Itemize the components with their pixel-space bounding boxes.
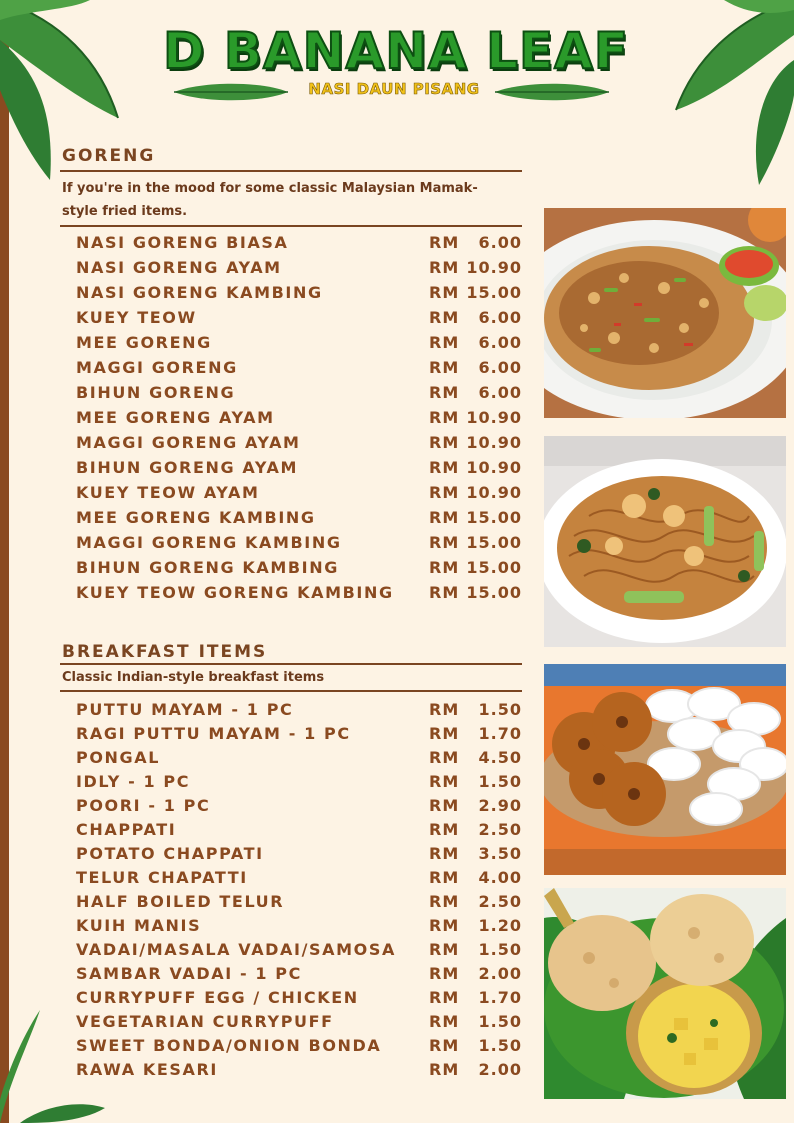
menu-item <box>76 433 522 455</box>
menu-item <box>76 583 522 605</box>
menu-item-price: 10.90 <box>466 258 522 277</box>
menu-item-price: 1.50 <box>478 1036 522 1055</box>
menu-item-name: KUEY TEOW GORENG KAMBING <box>76 583 394 602</box>
menu-item-currency: RM <box>429 308 460 327</box>
menu-item-price: 4.00 <box>478 868 522 887</box>
menu-item <box>76 964 522 986</box>
menu-item <box>76 748 522 770</box>
menu-item-name: RAWA KESARI <box>76 1060 218 1079</box>
top-right-leaves-decoration <box>664 0 794 190</box>
menu-item-name: CHAPPATI <box>76 820 177 839</box>
menu-item-name: CURRYPUFF EGG / CHICKEN <box>76 988 359 1007</box>
menu-item <box>76 868 522 890</box>
fried-rice-photo <box>544 208 786 418</box>
menu-item-name: NASI GORENG KAMBING <box>76 283 323 302</box>
menu-item <box>76 333 522 355</box>
menu-item-currency: RM <box>429 916 460 935</box>
brand-logo <box>120 22 672 98</box>
menu-item-currency: RM <box>429 433 460 452</box>
section-title-breakfast: BREAKFAST ITEMS <box>62 642 268 662</box>
menu-item <box>76 940 522 962</box>
menu-item <box>76 458 522 480</box>
menu-item <box>76 820 522 842</box>
section-divider <box>60 225 522 227</box>
menu-item-currency: RM <box>429 868 460 887</box>
menu-item-currency: RM <box>429 533 460 552</box>
menu-item-name: VEGETARIAN CURRYPUFF <box>76 1012 334 1031</box>
menu-item-name: KUEY TEOW <box>76 308 197 327</box>
menu-item-currency: RM <box>429 383 460 402</box>
menu-item-currency: RM <box>429 844 460 863</box>
menu-item-name: MEE GORENG AYAM <box>76 408 275 427</box>
leaf-icon <box>493 83 611 101</box>
menu-item-price: 4.50 <box>478 748 522 767</box>
menu-item <box>76 892 522 914</box>
menu-item-name: MAGGI GORENG <box>76 358 238 377</box>
section-description-breakfast: Classic Indian-style breakfast items <box>62 670 325 685</box>
menu-item-name: VADAI/MASALA VADAI/SAMOSA <box>76 940 396 959</box>
menu-item-price: 1.70 <box>478 988 522 1007</box>
menu-item-price: 6.00 <box>478 233 522 252</box>
menu-item <box>76 283 522 305</box>
menu-item-name: IDLY - 1 PC <box>76 772 191 791</box>
menu-item-price: 2.50 <box>478 820 522 839</box>
menu-item-currency: RM <box>429 483 460 502</box>
menu-item-currency: RM <box>429 772 460 791</box>
menu-item <box>76 988 522 1010</box>
menu-item-price: 15.00 <box>466 508 522 527</box>
menu-item-price: 6.00 <box>478 358 522 377</box>
menu-item-name: MAGGI GORENG KAMBING <box>76 533 342 552</box>
menu-item-currency: RM <box>429 1036 460 1055</box>
section-divider <box>60 170 522 172</box>
brand-subtitle-row <box>172 78 617 106</box>
menu-item-name: BIHUN GORENG KAMBING <box>76 558 339 577</box>
menu-item-name: BIHUN GORENG <box>76 383 236 402</box>
menu-item-name: SWEET BONDA/ONION BONDA <box>76 1036 382 1055</box>
menu-item <box>76 772 522 794</box>
menu-item-price: 15.00 <box>466 583 522 602</box>
brand-subtitle: NASI DAUN PISANG <box>308 80 480 98</box>
menu-item-currency: RM <box>429 724 460 743</box>
menu-item <box>76 844 522 866</box>
menu-item-currency: RM <box>429 358 460 377</box>
menu-item-name: POTATO CHAPPATI <box>76 844 264 863</box>
menu-item-price: 1.50 <box>478 1012 522 1031</box>
section-title-goreng: GORENG <box>62 146 156 166</box>
menu-item-currency: RM <box>429 283 460 302</box>
menu-item-price: 6.00 <box>478 333 522 352</box>
menu-item-currency: RM <box>429 964 460 983</box>
menu-item-price: 2.00 <box>478 964 522 983</box>
menu-item-name: RAGI PUTTU MAYAM - 1 PC <box>76 724 351 743</box>
menu-item-price: 1.70 <box>478 724 522 743</box>
menu-item-currency: RM <box>429 333 460 352</box>
menu-item-price: 15.00 <box>466 283 522 302</box>
menu-item-currency: RM <box>429 558 460 577</box>
menu-item <box>76 233 522 255</box>
menu-item <box>76 508 522 530</box>
menu-item <box>76 483 522 505</box>
leaf-icon <box>172 83 290 101</box>
menu-item-price: 1.50 <box>478 700 522 719</box>
menu-item-price: 3.50 <box>478 844 522 863</box>
idly-vadai-photo <box>544 664 786 875</box>
menu-item-currency: RM <box>429 940 460 959</box>
menu-item-price: 2.00 <box>478 1060 522 1079</box>
menu-item-currency: RM <box>429 233 460 252</box>
menu-item-currency: RM <box>429 583 460 602</box>
menu-item-price: 15.00 <box>466 558 522 577</box>
mee-goreng-photo <box>544 436 786 647</box>
menu-item-name: MEE GORENG <box>76 333 212 352</box>
menu-item-price: 1.50 <box>478 940 522 959</box>
menu-item-currency: RM <box>429 408 460 427</box>
menu-item-price: 10.90 <box>466 408 522 427</box>
menu-item-price: 10.90 <box>466 433 522 452</box>
menu-item <box>76 1060 522 1082</box>
menu-item-currency: RM <box>429 892 460 911</box>
menu-item-currency: RM <box>429 988 460 1007</box>
menu-item <box>76 700 522 722</box>
menu-item-currency: RM <box>429 458 460 477</box>
menu-item <box>76 383 522 405</box>
menu-item-price: 6.00 <box>478 383 522 402</box>
menu-item-name: MEE GORENG KAMBING <box>76 508 316 527</box>
menu-item-price: 15.00 <box>466 533 522 552</box>
menu-item-price: 1.20 <box>478 916 522 935</box>
menu-item <box>76 796 522 818</box>
poori-photo <box>544 888 786 1099</box>
menu-item-currency: RM <box>429 700 460 719</box>
menu-item <box>76 916 522 938</box>
menu-item <box>76 558 522 580</box>
menu-item-price: 10.90 <box>466 483 522 502</box>
menu-item-name: TELUR CHAPATTI <box>76 868 248 887</box>
menu-item-currency: RM <box>429 1060 460 1079</box>
section-divider <box>60 690 522 692</box>
menu-item-name: PONGAL <box>76 748 161 767</box>
menu-item-price: 2.50 <box>478 892 522 911</box>
menu-item-name: KUEY TEOW AYAM <box>76 483 260 502</box>
menu-item-name: MAGGI GORENG AYAM <box>76 433 301 452</box>
menu-item-name: PUTTU MAYAM - 1 PC <box>76 700 294 719</box>
menu-item-price: 6.00 <box>478 308 522 327</box>
menu-item <box>76 308 522 330</box>
menu-item-price: 10.90 <box>466 458 522 477</box>
menu-item <box>76 408 522 430</box>
menu-item-name: KUIH MANIS <box>76 916 202 935</box>
menu-item-currency: RM <box>429 820 460 839</box>
menu-item-name: HALF BOILED TELUR <box>76 892 285 911</box>
menu-item-currency: RM <box>429 258 460 277</box>
menu-item <box>76 1036 522 1058</box>
menu-item-price: 1.50 <box>478 772 522 791</box>
section-divider <box>60 663 522 665</box>
brand-title: D BANANA LEAF <box>162 22 630 80</box>
menu-item <box>76 258 522 280</box>
menu-item-name: BIHUN GORENG AYAM <box>76 458 298 477</box>
menu-item-name: NASI GORENG AYAM <box>76 258 282 277</box>
menu-item-currency: RM <box>429 796 460 815</box>
menu-item <box>76 533 522 555</box>
menu-item-price: 2.90 <box>478 796 522 815</box>
menu-item-currency: RM <box>429 748 460 767</box>
menu-item <box>76 358 522 380</box>
menu-item-name: SAMBAR VADAI - 1 PC <box>76 964 302 983</box>
menu-item-name: NASI GORENG BIASA <box>76 233 289 252</box>
section-description-goreng: If you're in the mood for some classic Malaysian Mamak-style fried items. <box>62 181 478 219</box>
menu-item-name: POORI - 1 PC <box>76 796 211 815</box>
menu-item-currency: RM <box>429 1012 460 1031</box>
menu-item <box>76 1012 522 1034</box>
menu-item-currency: RM <box>429 508 460 527</box>
menu-item <box>76 724 522 746</box>
